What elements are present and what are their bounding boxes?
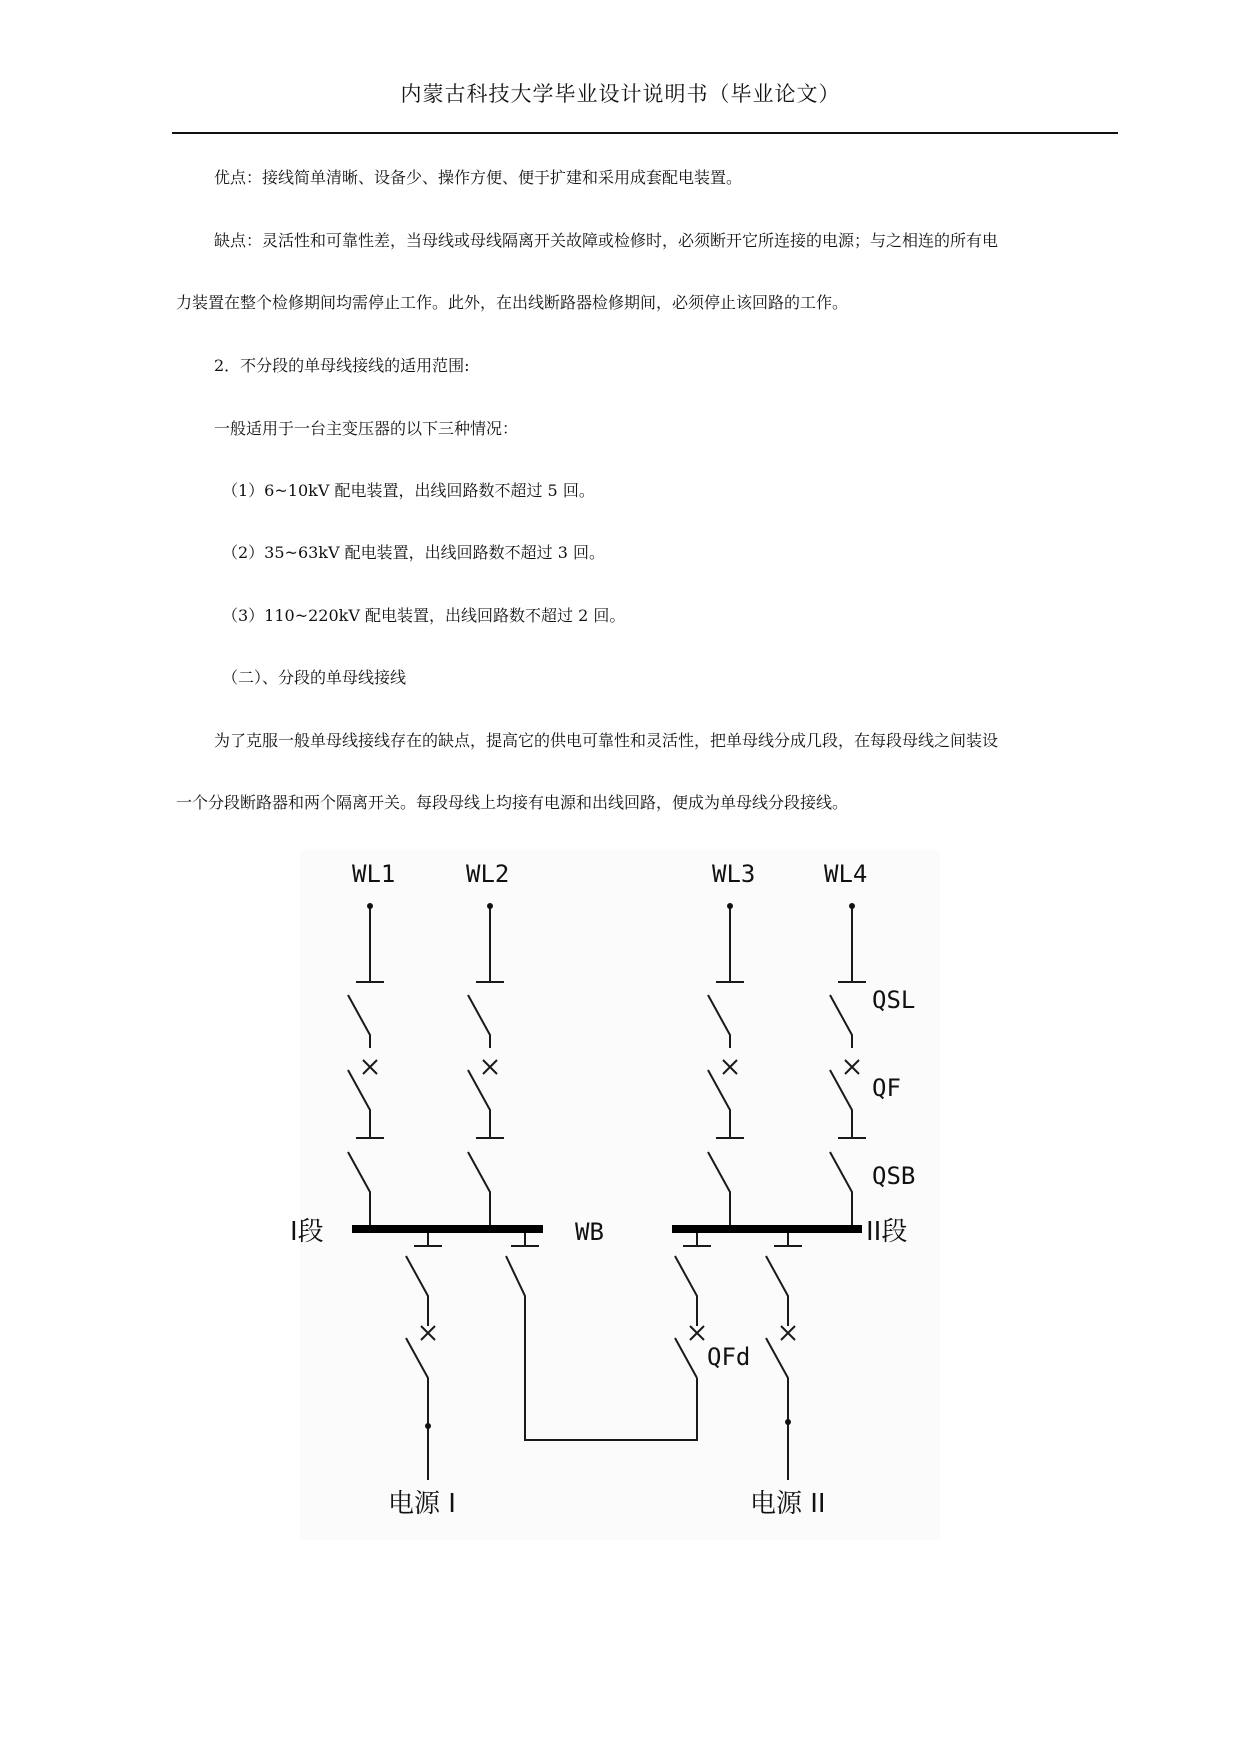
paragraph-scope-heading: 2．不分段的单母线接线的适用范围: xyxy=(214,356,470,375)
feeder-label-wl2: WL2 xyxy=(466,860,510,888)
paragraph-disadvantages-line2: 力装置在整个检修期间均需停止工作。此外，在出线断路器检修期间，必须停止该回路的工作。 xyxy=(176,293,849,312)
paragraph-disadvantages-line1: 缺点：灵活性和可靠性差，当母线或母线隔离开关故障或检修时，必须断开它所连接的电源；与之相连的所有电 xyxy=(214,231,999,250)
feeder-label-wl3: WL3 xyxy=(712,860,756,888)
paragraph-scope-intro: 一般适用于一台主变压器的以下三种情况： xyxy=(214,419,519,438)
page-header-title: 内蒙古科技大学毕业设计说明书（毕业论文） xyxy=(400,82,841,106)
label-source-1: 电源 I xyxy=(388,1489,456,1519)
feeder-label-wl1: WL1 xyxy=(352,860,396,888)
label-bus-disconnector: QSB xyxy=(872,1162,916,1190)
paragraph-case-1: （1）6~10kV 配电装置，出线回路数不超过 5 回。 xyxy=(222,481,595,500)
label-section-2: II段 xyxy=(866,1217,908,1247)
label-bus-wb: WB xyxy=(575,1218,604,1246)
paragraph-advantages: 优点：接线简单清晰、设备少、操作方便、便于扩建和采用成套配电装置。 xyxy=(214,168,743,187)
diagram-background xyxy=(300,850,940,1540)
label-section-1: I段 xyxy=(290,1217,324,1247)
paragraph-segmented-line1: 为了克服一般单母线接线存在的缺点，提高它的供电可靠性和灵活性，把单母线分成几段，在每段母线之间装设 xyxy=(214,731,999,750)
label-line-disconnector: QSL xyxy=(872,986,916,1014)
label-source-2: 电源 II xyxy=(750,1489,826,1519)
label-sectionalizer-breaker: QFd xyxy=(707,1343,751,1371)
feeder-label-wl4: WL4 xyxy=(824,860,868,888)
paragraph-case-2: （2）35~63kV 配电装置，出线回路数不超过 3 回。 xyxy=(222,543,605,562)
paragraph-segmented-line2: 一个分段断路器和两个隔离开关。每段母线上均接有电源和出线回路，便成为单母线分段接线。 xyxy=(176,793,849,812)
label-circuit-breaker: QF xyxy=(872,1074,901,1102)
paragraph-case-3: （3）110~220kV 配电装置，出线回路数不超过 2 回。 xyxy=(222,606,626,625)
section-heading-segmented-bus: （二）、分段的单母线接线 xyxy=(222,668,407,687)
